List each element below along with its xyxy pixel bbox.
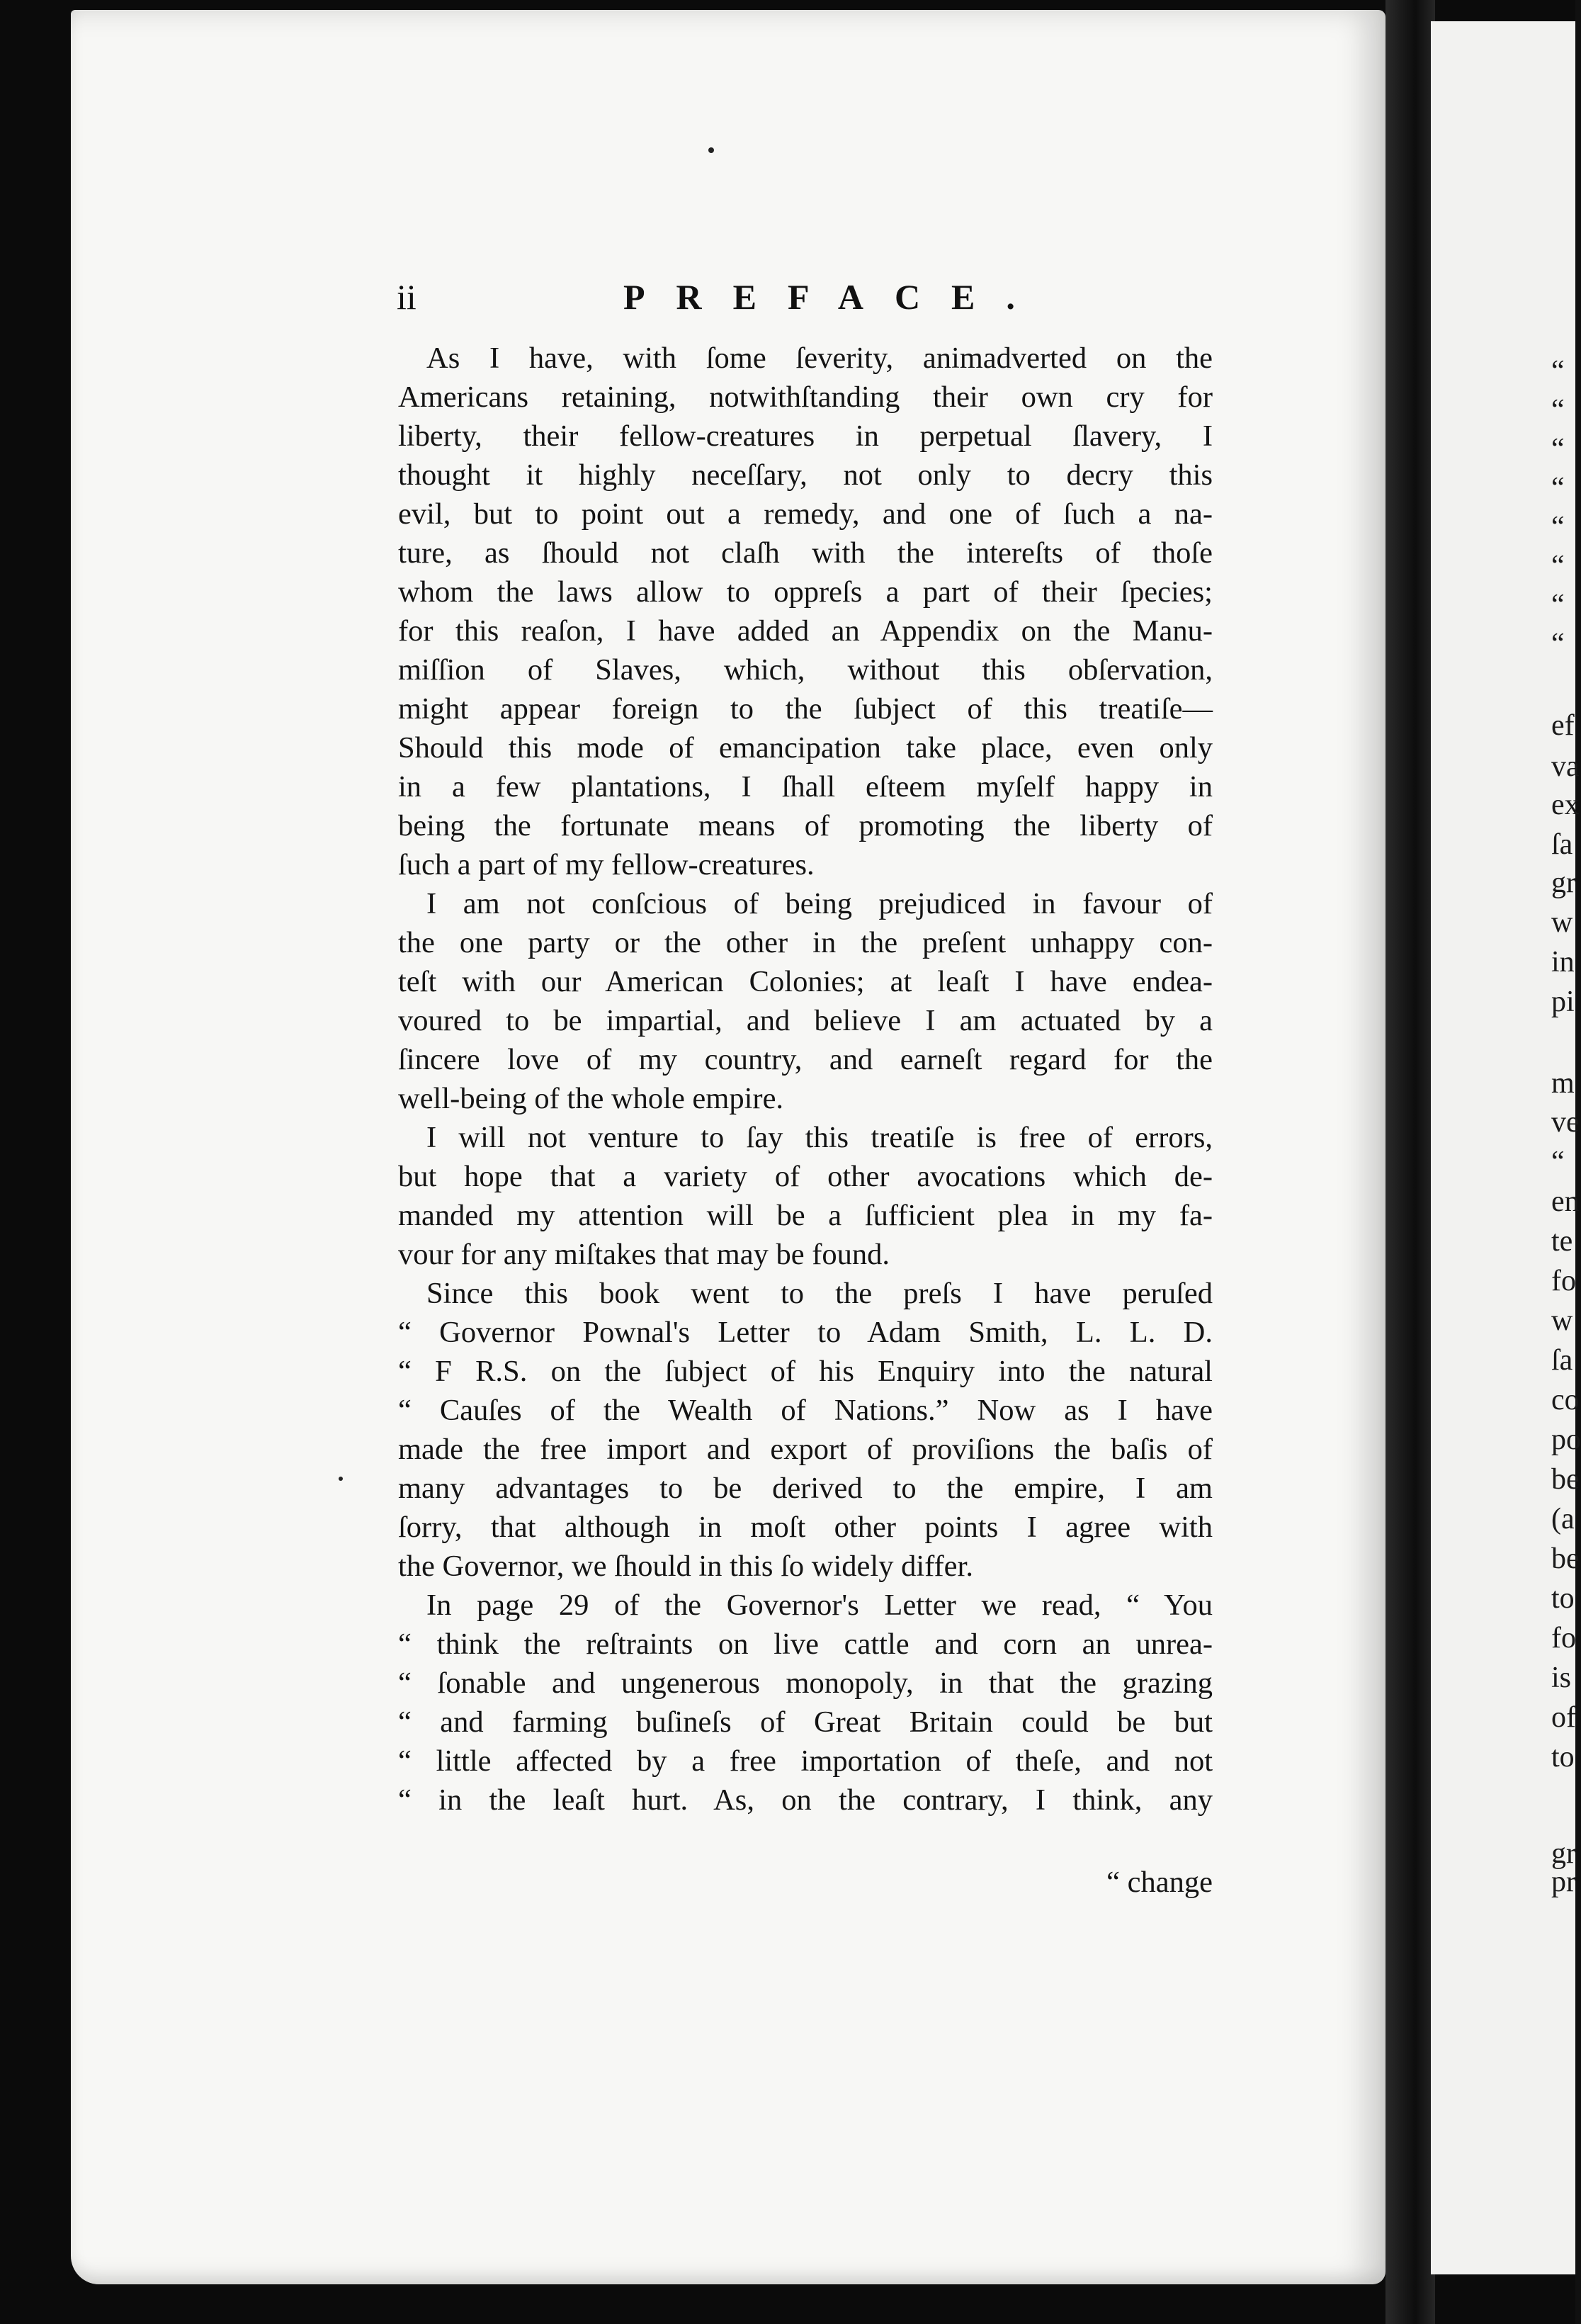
text-line: Since this book went to the preſs I have peruſed [426,1277,1213,1310]
facing-fragment: to [1551,1741,1575,1773]
facing-fragment: gr [1551,867,1576,899]
text-line: the one party or the other in the preſent unhappy con- [398,926,1213,959]
text-line: I will not venture to ſay this treatiſe is free of errors, [426,1121,1213,1154]
facing-fragment: w [1551,1304,1573,1337]
facing-fragment: ſa [1551,828,1573,861]
text-line: whom the laws allow to oppreſs a part of their ſpecies; [398,575,1213,609]
text-line: ſuch a part of my fellow-creatures. [398,848,815,881]
text-line: teſt with our American Colonies; at leaſt I have endea- [398,965,1213,998]
facing-fragment: “ [1551,511,1565,543]
text-line: vour for any miſtakes that may be found. [398,1238,890,1271]
text-line: manded my attention will be a ſufficient plea in my fa- [398,1199,1213,1232]
facing-fragment: pi [1551,986,1575,1018]
page-header [397,276,1211,326]
facing-fragment: ef [1551,709,1575,742]
book-gutter [1386,0,1435,2324]
facing-fragment: “ [1551,628,1565,660]
text-line: Should this mode of emancipation take place, even only [398,731,1213,765]
text-line: ſorry, that although in moſt other points I agree with [398,1511,1213,1544]
print-speck [708,147,714,153]
facing-fragment: in [1551,946,1575,978]
text-line: many advantages to be derived to the empire, I am [398,1472,1213,1505]
facing-fragment: to [1551,1582,1575,1615]
text-line: being the fortunate means of promoting the liberty of [398,809,1213,842]
text-line: In page 29 of the Governor's Letter we read, “ You [426,1589,1213,1622]
facing-fragment: en [1551,1185,1580,1218]
facing-fragment: be [1551,1463,1580,1496]
running-head: PREFACE. [623,277,1046,317]
print-speck [339,1477,343,1481]
text-line: liberty, their fellow-creatures in perpetual ſlavery, I [398,419,1213,453]
text-line: ſincere love of my country, and earneſt regard for the [398,1043,1213,1076]
text-line: “ and farming buſineſs of Great Britain could be but [398,1705,1213,1739]
facing-fragment: be [1551,1542,1580,1575]
text-line: I am not conſcious of being prejudiced in favour of [426,887,1213,920]
text-line: might appear foreign to the ſubject of this treatiſe— [398,692,1213,726]
body-text [398,339,1213,1820]
text-line: “ little affected by a free importation of theſe, and not [398,1744,1213,1778]
page-number: ii [397,277,416,317]
text-line: miſſion of Slaves, which, without this obſervation, [398,653,1213,687]
facing-fragment: ve [1551,1106,1580,1139]
text-line: “ ſonable and ungenerous monopoly, in that the grazing [398,1666,1213,1700]
text-line: “ Cauſes of the Wealth of Nations.” Now as I have [398,1394,1213,1427]
facing-fragment: va [1551,750,1580,783]
facing-fragment: is [1551,1662,1572,1694]
text-line: for this reaſon, I have added an Appendix on the Manu- [398,614,1213,648]
text-line: the Governor, we ſhould in this ſo widely differ. [398,1550,973,1583]
facing-fragment: “ [1551,589,1565,621]
facing-fragment: “ [1551,355,1565,388]
facing-fragment: fo [1551,1265,1576,1297]
facing-fragment: (a [1551,1503,1575,1535]
facing-fragment: co [1551,1384,1580,1416]
facing-fragment: w [1551,906,1573,939]
text-line: but hope that a variety of other avocations which de- [398,1160,1213,1193]
facing-fragment: of [1551,1701,1576,1734]
facing-fragment: gr [1551,1837,1576,1870]
text-line: “ F R.S. on the ſubject of his Enquiry into the natural [398,1355,1213,1388]
catchword: “ change [1106,1866,1213,1899]
facing-fragment: “ [1551,472,1565,504]
facing-fragment: po [1551,1423,1581,1456]
text-line: As I have, with ſome ſeverity, animadverted on the [426,342,1213,375]
text-line: “ think the reſtraints on live cattle and corn an unrea- [398,1628,1213,1661]
facing-fragment: “ [1551,1146,1565,1178]
facing-fragment: m [1551,1067,1575,1100]
facing-fragment: “ [1551,394,1565,427]
facing-fragment: “ [1551,433,1565,466]
text-line: “ Governor Pownal's Letter to Adam Smith, L. L. D. [398,1316,1213,1349]
facing-fragment: ſa [1551,1344,1573,1377]
facing-fragment: “ [1551,550,1565,582]
text-line: voured to be impartial, and believe I am actuated by a [398,1004,1213,1037]
text-line: made the free import and export of proviſions the baſis of [398,1433,1213,1466]
facing-fragment: te [1551,1225,1573,1258]
text-line: “ in the leaſt hurt. As, on the contrary, I think, any [398,1783,1213,1817]
text-line: well-being of the whole empire. [398,1082,784,1115]
facing-fragment: pr [1551,1866,1576,1898]
text-line: thought it highly neceſſary, not only to decry this [398,458,1213,492]
text-line: Americans retaining, notwithſtanding their own cry for [398,380,1213,414]
text-line: ture, as ſhould not claſh with the intereſts of thoſe [398,536,1213,570]
text-line: evil, but to point out a remedy, and one of ſuch a na- [398,497,1213,531]
facing-fragment: ex [1551,789,1580,821]
facing-fragment: fo [1551,1622,1576,1654]
text-line: in a few plantations, I ſhall eſteem myſelf happy in [398,770,1213,803]
